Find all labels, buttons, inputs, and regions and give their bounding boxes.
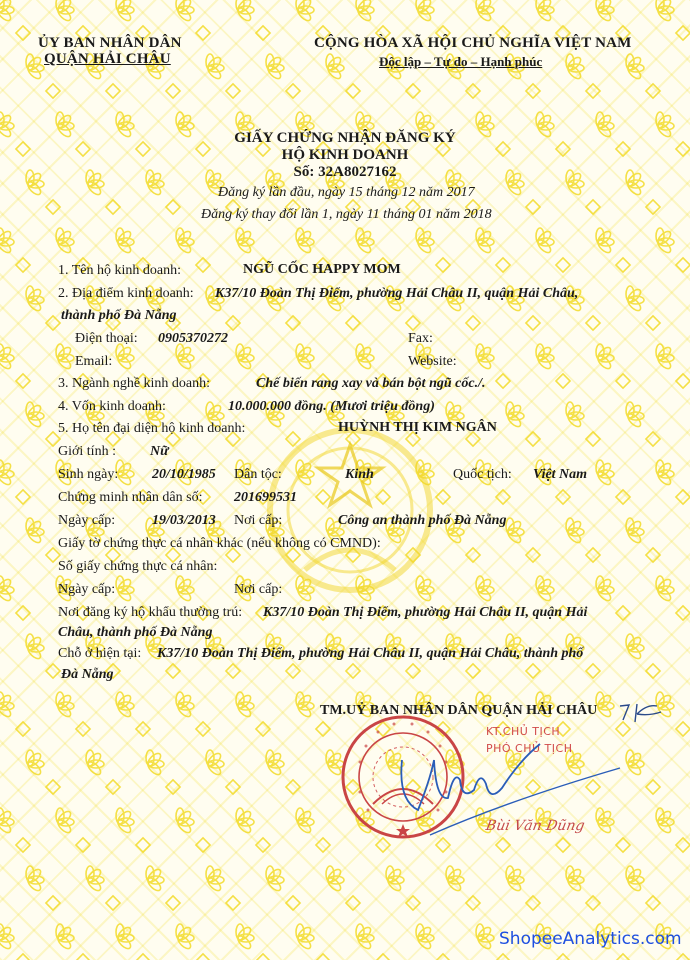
pattern-flower: [596, 576, 630, 620]
representative-label: 5. Họ tên đại diện hộ kinh doanh:: [58, 421, 246, 436]
pattern-flower: [566, 54, 600, 98]
pattern-flower: [26, 286, 60, 330]
pattern-flower: [56, 808, 90, 852]
pattern-flower: [296, 808, 330, 852]
pattern-flower: [236, 0, 270, 40]
industry-label: 3. Ngành nghề kinh doanh:: [58, 376, 211, 391]
pattern-flower: [626, 866, 660, 910]
change-registration-date: Đăng ký thay đổi lần 1, ngày 11 tháng 01 năm 2018: [201, 207, 492, 222]
pattern-flower: [206, 750, 240, 794]
pattern-flower: [0, 924, 30, 960]
current-residence-line1: K37/10 Đoàn Thị Điểm, phường Hải Châu II, quận Hải Châu, thành phố: [157, 646, 584, 661]
email-label: Email:: [75, 354, 113, 369]
pattern-flower: [476, 228, 510, 272]
pattern-flower: [236, 692, 270, 736]
id-issue-place-label: Nơi cấp:: [234, 513, 283, 528]
pattern-flower: [356, 924, 390, 960]
location-value-line1: K37/10 Đoàn Thị Điểm, phường Hải Châu II, quận Hải Châu,: [215, 286, 579, 301]
pattern-flower: [656, 344, 690, 388]
on-behalf-of: TM.UỶ BAN NHÂN DÂN QUẬN HẢI CHÂU: [320, 703, 598, 718]
pattern-flower: [506, 518, 540, 562]
pattern-flower: [566, 402, 600, 446]
location-value-line2: thành phố Đà Nẵng: [61, 308, 177, 323]
permanent-residence-line1: K37/10 Đoàn Thị Điểm, phường Hải Châu II, quận Hải: [263, 605, 588, 620]
national-emblem-watermark: [250, 420, 450, 600]
pattern-flower: [146, 866, 180, 910]
nationality-label: Quốc tịch:: [453, 467, 512, 482]
document-title-line2: HỘ KINH DOANH: [281, 147, 409, 163]
pattern-flower: [326, 54, 360, 98]
nationality-value: Việt Nam: [533, 467, 588, 482]
business-name-value: NGŨ CỐC HAPPY MOM: [243, 262, 401, 277]
pattern-flower: [656, 460, 690, 504]
site-watermark: ShopeeAnalytics.com: [499, 929, 682, 949]
pattern-flower: [176, 692, 210, 736]
issuer-line1: ỦY BAN NHÂN DÂN: [38, 35, 182, 51]
pattern-flower: [26, 866, 60, 910]
business-name-label: 1. Tên hộ kinh doanh:: [58, 263, 182, 278]
ethnicity-label: Dân tộc:: [234, 467, 282, 482]
signer-name: Bùi Văn Dũng: [484, 818, 586, 834]
document-title-line1: GIẤY CHỨNG NHẬN ĐĂNG KÝ: [234, 130, 456, 146]
pattern-flower: [536, 344, 570, 388]
pattern-flower: [26, 750, 60, 794]
pattern-flower: [266, 866, 300, 910]
pattern-flower: [0, 228, 30, 272]
pattern-flower: [86, 866, 120, 910]
pattern-flower: [206, 866, 240, 910]
pattern-flower: [656, 576, 690, 620]
pattern-flower: [116, 692, 150, 736]
pattern-flower: [626, 54, 660, 98]
role-line2: PHÓ CHỦ TỊCH: [486, 742, 573, 755]
pattern-flower: [536, 228, 570, 272]
pattern-flower: [236, 924, 270, 960]
pattern-flower: [0, 692, 30, 736]
website-label: Website:: [408, 354, 457, 369]
pattern-flower: [416, 924, 450, 960]
pattern-flower: [626, 634, 660, 678]
dob-value: 20/10/1985: [152, 467, 216, 482]
role-line1: KT.CHỦ TỊCH: [486, 725, 561, 738]
pattern-flower: [386, 866, 420, 910]
first-registration-date: Đăng ký lần đầu, ngày 15 tháng 12 năm 2017: [218, 185, 475, 200]
pattern-flower: [266, 54, 300, 98]
current-residence-label: Chỗ ở hiện tại:: [58, 646, 142, 661]
pattern-flower: [566, 518, 600, 562]
other-issue-date-label: Ngày cấp:: [58, 582, 116, 597]
pattern-flower: [416, 228, 450, 272]
ethnicity-value: Kinh: [345, 467, 374, 482]
pattern-flower: [0, 344, 30, 388]
pattern-flower: [656, 808, 690, 852]
id-issue-date-label: Ngày cấp:: [58, 513, 116, 528]
pattern-flower: [626, 518, 660, 562]
pattern-flower: [626, 402, 660, 446]
pattern-flower: [626, 750, 660, 794]
gender-label: Giới tính :: [58, 444, 116, 459]
location-label: 2. Địa điểm kinh doanh:: [58, 286, 194, 301]
pattern-flower: [0, 460, 30, 504]
pattern-flower: [596, 344, 630, 388]
pattern-flower: [596, 460, 630, 504]
pattern-flower: [56, 924, 90, 960]
id-number-label: Chứng minh nhân dân số:: [58, 490, 203, 505]
pattern-flower: [0, 576, 30, 620]
permanent-residence-label: Nơi đăng ký hộ khẩu thường trú:: [58, 605, 243, 620]
industry-value: Chế biến rang xay và bán bột ngũ cốc./.: [256, 376, 486, 391]
permanent-residence-line2: Châu, thành phố Đà Nẵng: [58, 625, 213, 640]
pattern-flower: [26, 634, 60, 678]
gender-value: Nữ: [150, 444, 169, 459]
pattern-flower: [0, 808, 30, 852]
pattern-flower: [146, 750, 180, 794]
representative-value: HUỲNH THỊ KIM NGÂN: [338, 420, 497, 435]
pattern-flower: [206, 54, 240, 98]
id-issue-place-value: Công an thành phố Đà Nẵng: [338, 513, 507, 528]
id-issue-date-value: 19/03/2013: [152, 513, 216, 528]
other-id-number-label: Số giấy chứng thực cá nhân:: [58, 559, 218, 574]
pattern-flower: [56, 692, 90, 736]
pattern-flower: [176, 808, 210, 852]
pattern-flower: [626, 286, 660, 330]
dob-label: Sinh ngày:: [58, 467, 119, 482]
fax-label: Fax:: [408, 331, 433, 346]
pattern-flower: [266, 750, 300, 794]
capital-value: 10.000.000 đồng. (Mươi triệu đồng): [228, 399, 435, 414]
pattern-flower: [26, 402, 60, 446]
other-id-label: Giấy tờ chứng thực cá nhân khác (nếu không có CMND):: [58, 536, 381, 551]
pattern-flower: [26, 518, 60, 562]
current-residence-line2: Đà Nẵng: [61, 667, 114, 682]
certificate-number: Số: 32A8027162: [293, 164, 397, 180]
id-number-value: 201699531: [234, 490, 297, 505]
pattern-flower: [236, 808, 270, 852]
initials-mark: [617, 700, 667, 724]
pattern-flower: [116, 924, 150, 960]
nation-title: CỘNG HÒA XÃ HỘI CHỦ NGHĨA VIỆT NAM: [314, 35, 632, 51]
pattern-flower: [86, 750, 120, 794]
pattern-flower: [566, 866, 600, 910]
pattern-flower: [656, 228, 690, 272]
pattern-flower: [0, 0, 30, 40]
pattern-flower: [176, 924, 210, 960]
pattern-flower: [506, 402, 540, 446]
phone-value: 0905370272: [158, 331, 228, 346]
pattern-flower: [596, 228, 630, 272]
pattern-flower: [656, 0, 690, 40]
pattern-flower: [296, 924, 330, 960]
pattern-flower: [446, 866, 480, 910]
issuer-line2: QUẬN HẢI CHÂU: [44, 51, 171, 67]
capital-label: 4. Vốn kinh doanh:: [58, 399, 166, 414]
nation-motto: Độc lập – Tự do – Hạnh phúc: [379, 54, 543, 69]
pattern-flower: [326, 866, 360, 910]
pattern-flower: [116, 808, 150, 852]
phone-label: Điện thoại:: [75, 331, 138, 346]
other-issue-place-label: Nơi cấp:: [234, 582, 283, 597]
pattern-flower: [506, 866, 540, 910]
